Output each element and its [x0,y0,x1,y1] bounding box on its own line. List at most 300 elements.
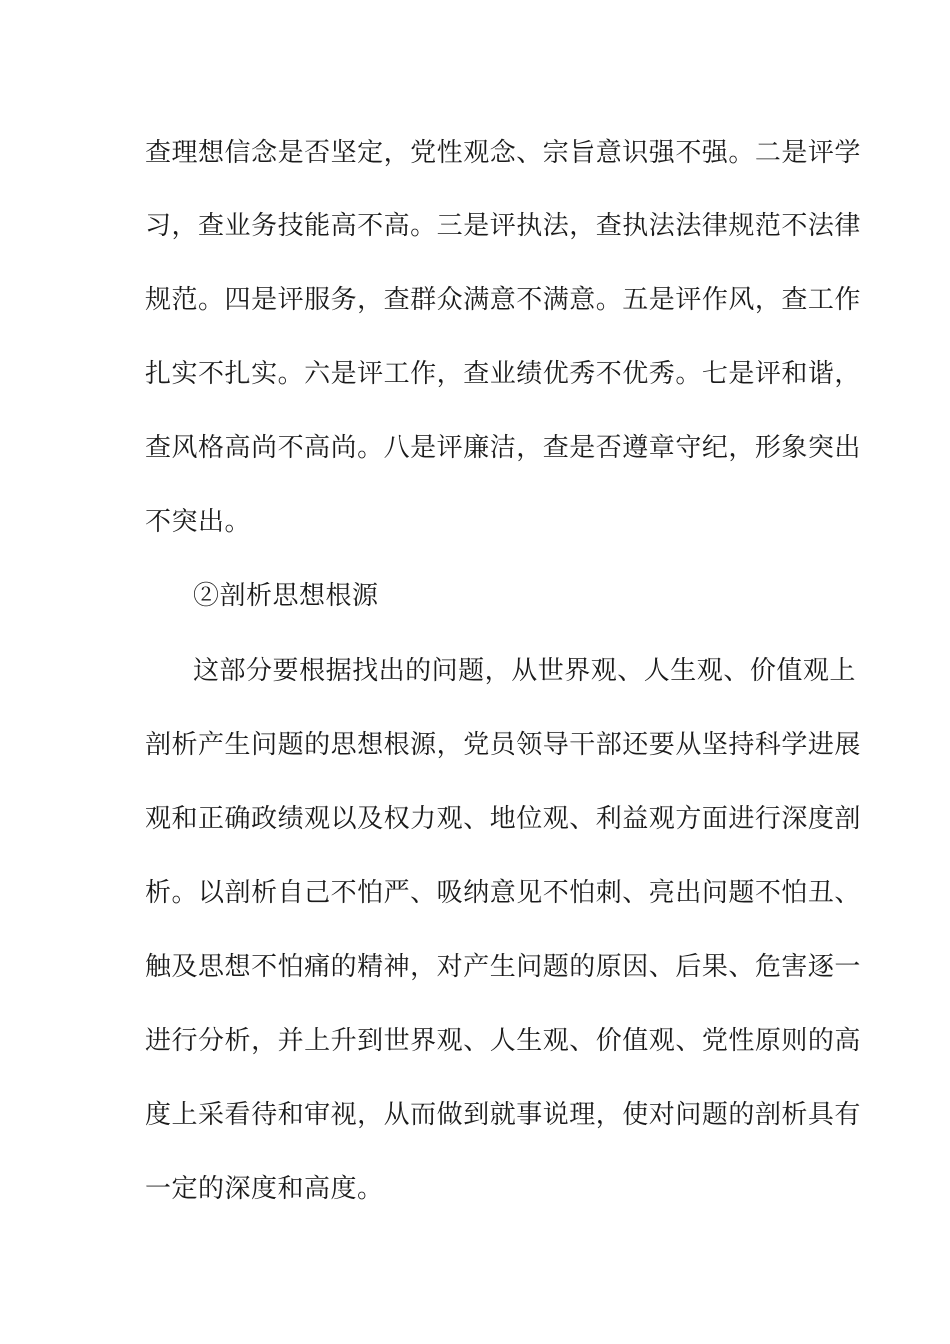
text-char: 有 [834,1100,861,1130]
text-char: 上 [171,1100,199,1130]
text-char: 、 [516,138,543,168]
text-char: 众 [436,285,464,315]
text-char: 思 [198,952,225,982]
text-char: 法 [675,211,702,241]
text-char: 一 [834,952,861,982]
paragraph-line-text: 一定的深度和高度。 [145,1174,384,1204]
text-char: 不 [595,359,623,389]
text-char: 价 [749,656,777,686]
text-char: 持 [728,730,755,760]
text-char: 定 [357,138,384,168]
text-char: 观 [542,1026,570,1056]
text-char: 出 [378,656,406,686]
text-char: 满 [463,285,490,315]
text-char: ， [410,952,437,982]
text-char: 这 [193,656,220,686]
text-char: 务 [251,211,278,241]
text-char: 性 [728,1026,755,1056]
text-char: 强 [648,138,676,168]
text-char: 科 [754,730,782,760]
text-char: 识 [622,138,649,168]
text-char: 否 [304,138,331,168]
text-char: 学 [781,730,808,760]
text-char: 观 [542,804,570,834]
text-char: 事 [516,1100,543,1130]
text-char: 的 [405,656,432,686]
text-char: 不 [516,285,543,315]
text-char: 念 [251,138,278,168]
text-char: 作 [834,285,861,315]
text-char: 析 [145,878,172,908]
text-char: 不 [330,878,358,908]
text-char: 查 [463,359,490,389]
text-char: 。 [277,359,305,389]
text-char: 员 [489,730,517,760]
text-char: 秀 [648,359,676,389]
text-char: 升 [330,1026,358,1056]
text-char: 查 [781,285,808,315]
text-char: 、 [463,1026,490,1056]
text-char: 导 [542,730,570,760]
text-char: 六 [304,359,331,389]
text-char: 、 [648,952,676,982]
text-char: 是 [330,359,358,389]
text-char: ， [754,285,782,315]
text-char: 生 [670,656,697,686]
text-char: 产 [198,730,225,760]
text-char: 评 [807,138,835,168]
text-char: 界 [410,1026,437,1056]
text-char: 不 [277,433,305,463]
text-char: 否 [595,433,623,463]
paragraph-line [145,1095,861,1135]
text-char: 部 [595,730,623,760]
text-char: ， [357,1100,384,1130]
text-char: 评 [754,359,782,389]
text-char: 不 [198,359,225,389]
text-char: 深 [781,804,808,834]
text-char: 进 [728,804,755,834]
text-char: 不 [675,138,702,168]
text-char: 理 [171,138,199,168]
text-char: 优 [622,359,649,389]
text-char: 是 [277,138,305,168]
text-char: 根 [299,656,326,686]
text-char: 、 [569,804,596,834]
text-char: 不 [542,878,570,908]
text-char: 。 [410,211,437,241]
text-char: 世 [383,1026,411,1056]
text-char: ， [516,433,543,463]
text-char: 学 [834,138,861,168]
text-char: 是 [251,285,278,315]
text-char: 实 [251,359,278,389]
text-char: 的 [728,1100,755,1130]
paragraph-line [193,651,856,691]
text-char: 害 [781,952,808,982]
text-char: ， [436,359,464,389]
text-char: 不 [251,952,278,982]
text-char: 的 [304,730,331,760]
text-char: 、 [723,656,750,686]
text-char: 利 [595,804,623,834]
text-char: ， [383,138,411,168]
text-char: 廉 [463,433,490,463]
text-char: 并 [277,1026,305,1056]
text-char: 实 [171,359,199,389]
text-char: 党 [463,730,490,760]
text-char: 业 [224,211,252,241]
text-char: 题 [277,730,305,760]
text-char: 、 [675,1026,702,1056]
text-char: 信 [224,138,252,168]
text-char: 范 [171,285,199,315]
text-char: 析 [781,1100,808,1130]
text-char: 、 [622,878,649,908]
text-char: 。 [171,878,199,908]
text-char: 的 [807,1026,835,1056]
text-char: 采 [198,1100,225,1130]
text-char: 评 [357,359,384,389]
text-char: 痛 [304,952,331,982]
text-char: 是 [728,359,755,389]
text-char: 、 [410,878,437,908]
text-char: 。 [675,359,702,389]
text-char: 到 [463,1100,490,1130]
text-char: 界 [564,656,591,686]
section-heading [193,576,807,616]
text-char: 范 [754,211,782,241]
text-char: 评 [436,433,464,463]
text-char: 题 [728,878,755,908]
text-char: 干 [569,730,596,760]
text-char: 怕 [781,878,808,908]
text-char: 人 [643,656,671,686]
paragraph-line [145,280,861,320]
text-char: 守 [675,433,702,463]
paragraph-line [145,947,861,987]
text-char: 高 [383,211,411,241]
text-char: 和 [171,804,199,834]
text-char: 产 [463,952,490,982]
text-char: 面 [701,804,729,834]
text-char: 源 [410,730,437,760]
paragraph-line [145,873,861,913]
text-char: 、 [617,656,644,686]
text-char: 评 [489,211,517,241]
text-char: 意 [489,878,517,908]
text-char: 律 [834,211,861,241]
text-char: 查 [145,433,172,463]
text-char: 尚 [251,433,278,463]
text-char: 剖 [224,878,252,908]
paragraph-line [145,206,861,246]
text-char: 四 [224,285,252,315]
text-char: 力 [410,804,437,834]
text-char: 、 [728,952,755,982]
text-char: 益 [622,804,649,834]
text-char: 查 [145,138,172,168]
text-char: 执 [622,211,649,241]
text-char: 纳 [463,878,490,908]
text-char: 找 [352,656,379,686]
text-char: 查 [383,285,411,315]
text-char: 人 [489,1026,517,1056]
text-char: 。 [357,433,384,463]
text-char: 以 [330,804,358,834]
text-char: 五 [622,285,649,315]
text-char: 、 [569,1026,596,1056]
text-char: 的 [569,952,596,982]
text-char: 业 [489,359,517,389]
text-char: 工 [383,359,411,389]
text-char: 问 [701,878,729,908]
text-char: 触 [145,952,172,982]
text-char: 观 [436,804,464,834]
text-char: ， [484,656,512,686]
text-char: 不 [781,211,808,241]
text-char: 扎 [145,359,172,389]
text-char: 绩 [516,359,543,389]
text-char: ， [436,730,464,760]
text-char: 优 [542,359,570,389]
text-char: 地 [489,804,517,834]
text-char: 因 [622,952,649,982]
text-char: 是 [463,211,490,241]
text-char: 满 [542,285,570,315]
text-char: 进 [145,1026,172,1056]
text-char: 见 [516,878,543,908]
text-char: 遵 [622,433,649,463]
text-char: 执 [516,211,543,241]
text-char: 刺 [595,878,623,908]
text-char: 象 [781,433,808,463]
text-char: 怕 [569,878,596,908]
text-char: 作 [701,285,729,315]
text-char: 问 [251,730,278,760]
text-char: ， [595,1100,623,1130]
text-char: 出 [675,878,702,908]
text-char: 观 [145,804,172,834]
text-char: ， [357,285,384,315]
text-char: 生 [224,730,252,760]
text-char: 、 [834,878,861,908]
text-char: 行 [754,804,782,834]
text-char: 法 [807,211,835,241]
text-char: 绩 [277,804,305,834]
text-char: 怕 [277,952,305,982]
text-char: 。 [728,138,755,168]
text-char: 剖 [754,1100,782,1130]
text-char: 说 [542,1100,570,1130]
text-char: 问 [431,656,459,686]
text-char: 尚 [330,433,358,463]
text-char: 的 [330,952,358,982]
text-char: 观 [648,804,676,834]
text-char: 审 [304,1100,331,1130]
text-char: 是 [781,138,808,168]
text-char: 高 [304,433,331,463]
text-char: 生 [516,1026,543,1056]
text-char: 对 [648,1100,676,1130]
text-char: 原 [754,1026,782,1056]
text-char: 和 [781,359,808,389]
text-char: 秀 [569,359,596,389]
paragraph-line [145,133,861,173]
text-char: 想 [357,730,384,760]
paragraph-line [145,1169,807,1209]
text-char: 自 [277,878,305,908]
text-char: 分 [198,1026,225,1056]
text-char: 。 [595,285,623,315]
text-char: 想 [198,138,225,168]
text-char: 查 [595,211,623,241]
paragraph-line [145,428,861,468]
text-char: 析 [224,1026,252,1056]
text-char: 做 [436,1100,464,1130]
text-char: 党 [701,1026,729,1056]
text-char: 要 [648,730,676,760]
text-char: 果 [701,952,729,982]
text-char: 领 [516,730,543,760]
text-char: 度 [807,804,835,834]
text-char: 谐 [807,359,835,389]
text-char: 群 [410,285,437,315]
text-char: 形 [754,433,782,463]
text-char: 原 [595,952,623,982]
text-char: 。 [198,285,225,315]
text-char: 意 [489,285,517,315]
text-char: 到 [357,1026,384,1056]
text-char: 突 [807,433,835,463]
text-char: 对 [436,952,464,982]
text-char: ， [834,359,861,389]
text-char: 观 [696,656,724,686]
text-char: 以 [198,878,225,908]
text-char: 出 [834,433,861,463]
paragraph-line [145,799,861,839]
text-char: 方 [675,804,702,834]
text-char: 评 [277,285,305,315]
text-char: 而 [410,1100,437,1130]
paragraph-line [145,1021,861,1061]
text-char: 析 [171,730,199,760]
text-char: 正 [198,804,225,834]
text-char: ， [569,211,596,241]
text-char: 三 [436,211,464,241]
text-char: 和 [277,1100,305,1130]
text-char: 度 [145,1100,172,1130]
text-char: 神 [383,952,411,982]
paragraph-line-text: 不突出。 [145,507,252,537]
text-char: 要 [272,656,300,686]
text-char: 不 [357,211,384,241]
text-char: 技 [277,211,305,241]
text-char: 观 [648,1026,676,1056]
text-char: 则 [781,1026,808,1056]
paragraph-line [145,354,861,394]
text-char: 行 [171,1026,199,1056]
text-char: 值 [776,656,803,686]
text-char: 从 [675,730,702,760]
text-char: 上 [304,1026,331,1056]
text-char: 进 [807,730,835,760]
text-char: 视 [330,1100,358,1130]
text-char: 上 [829,656,856,686]
text-char: 还 [622,730,649,760]
text-char: 风 [728,285,755,315]
text-char: 服 [304,285,331,315]
text-char: 律 [701,211,729,241]
text-char: 章 [648,433,676,463]
text-char: 世 [537,656,565,686]
text-char: 题 [542,952,570,982]
text-char: 格 [198,433,225,463]
text-char: 高 [224,433,252,463]
text-char: 二 [754,138,782,168]
text-char: 是 [648,285,676,315]
text-char: 七 [701,359,729,389]
text-char: 能 [304,211,331,241]
text-char: 、 [463,804,490,834]
text-char: 法 [648,211,676,241]
text-char: 题 [701,1100,729,1130]
text-char: 观 [304,804,331,834]
text-char: 根 [383,730,411,760]
text-char: 剖 [145,730,172,760]
text-char: 从 [511,656,538,686]
text-char: 确 [224,804,252,834]
text-char: 使 [622,1100,649,1130]
text-char: 从 [383,1100,411,1130]
text-char: 析 [251,878,278,908]
text-char: 具 [807,1100,835,1130]
text-char: 党 [410,138,437,168]
text-char: 法 [542,211,570,241]
text-char: 据 [325,656,353,686]
text-char: 看 [224,1100,252,1130]
text-char: 规 [728,211,755,241]
text-char: 危 [754,952,782,982]
text-char: 逐 [807,952,835,982]
text-char: 查 [542,433,570,463]
text-char: 想 [224,952,252,982]
text-char: 查 [198,211,225,241]
text-char: 丑 [807,878,835,908]
text-char: 作 [410,359,437,389]
text-char: 坚 [701,730,729,760]
text-char: 分 [246,656,273,686]
text-char: 扎 [224,359,252,389]
text-char: 观 [436,1026,464,1056]
text-char: ， [171,211,199,241]
text-char: 值 [622,1026,649,1056]
text-char: 工 [807,285,835,315]
text-char: 及 [171,952,199,982]
text-char: 念 [489,138,517,168]
text-char: 问 [675,1100,702,1130]
text-char: 不 [754,878,782,908]
text-char: 政 [251,804,278,834]
text-char: 及 [357,804,384,834]
text-char: 吸 [436,878,464,908]
text-char: 位 [516,804,543,834]
text-char: 是 [410,433,437,463]
text-char: 坚 [330,138,358,168]
text-char: 题 [458,656,485,686]
text-char: 思 [330,730,358,760]
text-char: 务 [330,285,358,315]
